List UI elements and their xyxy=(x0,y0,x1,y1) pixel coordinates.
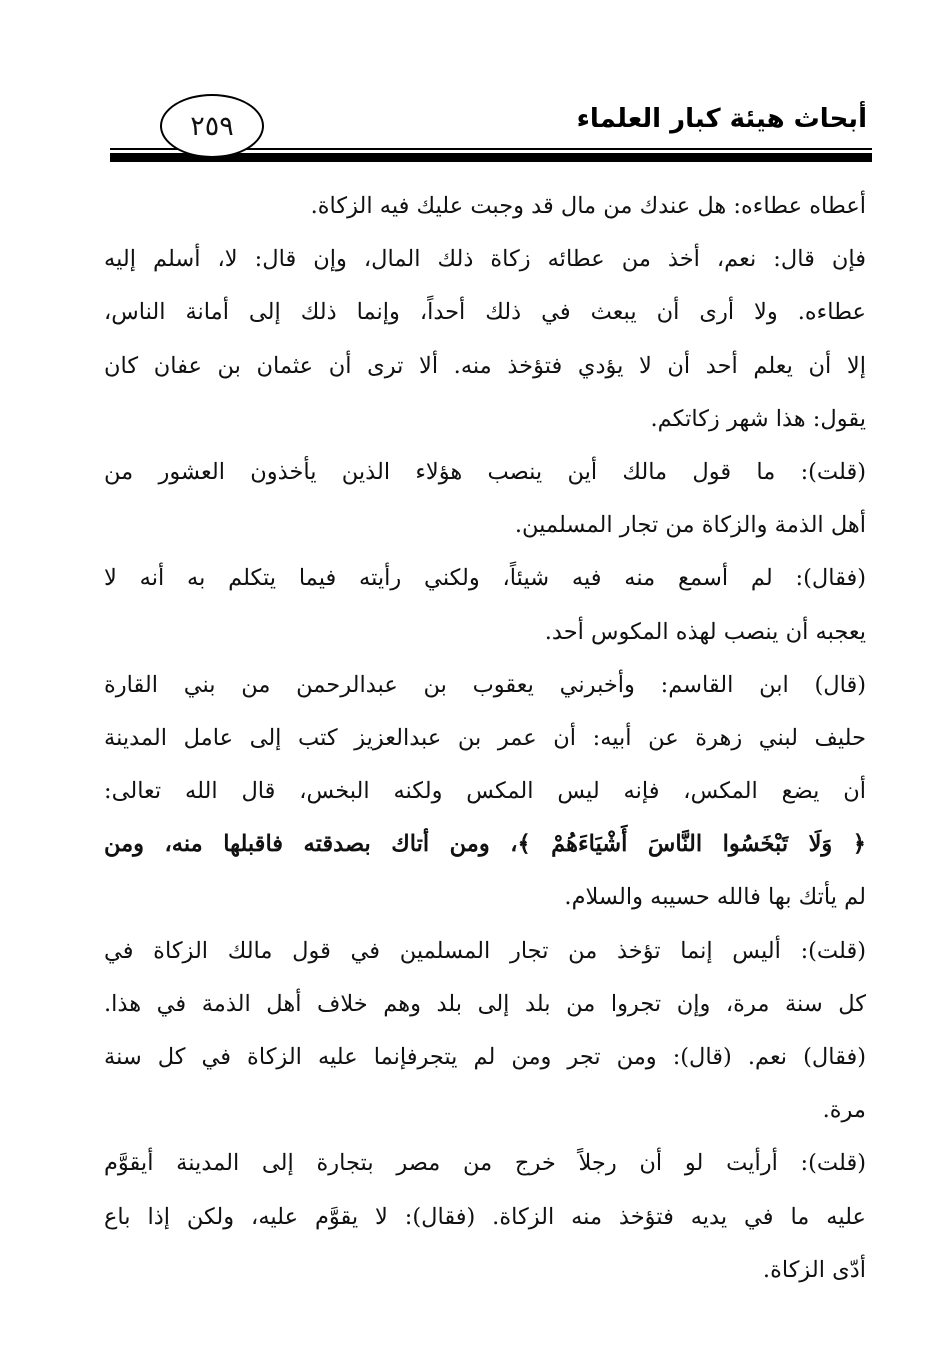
text-line-quran-verse: ﴿ وَلَا تَبْخَسُوا النَّاسَ أَشْيَاءَهُمْ ﴾، ومن أتاك بصدقته فاقبلها منه، ومن xyxy=(104,831,866,858)
text-line: لم يأتك بها فالله حسيبه والسلام. xyxy=(564,884,866,911)
text-line: أن يضع المكس، فإنه ليس المكس ولكنه البخس، قال الله تعالى: xyxy=(104,778,866,805)
running-title: أبحاث هيئة كبار العلماء xyxy=(576,104,867,134)
text-line: (فقال): لم أسمع منه فيه شيئاً، ولكني رأيته فيما يتكلم به أنه لا xyxy=(104,565,866,592)
text-line: يقول: هذا شهر زكاتكم. xyxy=(650,405,866,432)
text-line: (قال) ابن القاسم: وأخبرني يعقوب بن عبدالرحمن من بني القارة xyxy=(104,671,866,698)
text-line: (قلت): ما قول مالك أين ينصب هؤلاء الذين يأخذون العشور من xyxy=(104,458,866,485)
text-line: (فقال) نعم. (قال): ومن تجر ومن لم يتجرفإنما عليه الزكاة في كل سنة xyxy=(104,1044,866,1070)
text-line: عطاءه. ولا أرى أن يبعث في ذلك أحداً، وإنما ذلك إلى أمانة الناس، xyxy=(104,299,866,326)
body-text xyxy=(104,180,866,1297)
text-line: يعجبه أن ينصب لهذه المكوس أحد. xyxy=(544,618,866,645)
text-line: إلا أن يعلم أحد أن لا يؤدي فتؤخذ منه. ألا ترى أن عثمان بن عفان كان xyxy=(104,352,866,379)
text-line: حليف لبني زهرة عن أبيه: أن عمر بن عبدالعزيز كتب إلى عامل المدينة xyxy=(104,724,866,751)
text-line: (قلت): أليس إنما تؤخذ من تجار المسلمين في قول مالك الزكاة في xyxy=(104,937,866,964)
text-line: أعطاه عطاءه: هل عندك من مال قد وجبت عليك فيه الزكاة. xyxy=(310,193,866,219)
page-number: ٢٥٩ xyxy=(190,110,234,142)
text-line: فإن قال: نعم، أخذ من عطائه زكاة ذلك المال، وإن قال: لا، أسلم إليه xyxy=(104,246,866,273)
text-line: أدّى الزكاة. xyxy=(762,1256,866,1283)
text-line: مرة. xyxy=(822,1097,866,1124)
text-line: عليه ما في يديه فتؤخذ منه الزكاة. (فقال): لا يقوَّم عليه، ولكن إذا باع xyxy=(104,1203,866,1230)
page-number-oval xyxy=(160,94,264,158)
text-line: كل سنة مرة، وإن تجروا من بلد إلى بلد وهم خلاف أهل الذمة في هذا. xyxy=(104,990,866,1017)
text-line: أهل الذمة والزكاة من تجار المسلمين. xyxy=(514,512,866,539)
text-line: (قلت): أرأيت لو أن رجلاً خرج من مصر بتجارة إلى المدينة أيقوَّم xyxy=(104,1150,866,1177)
